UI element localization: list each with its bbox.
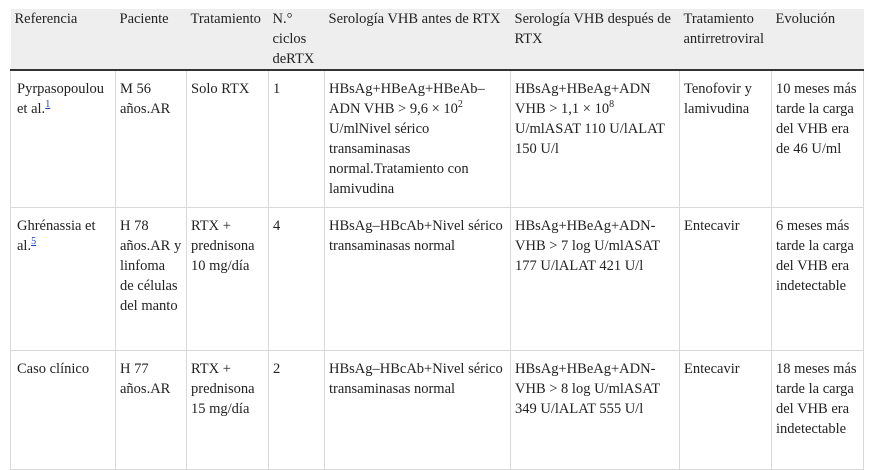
serologia-antes-part1: HBsAg+HBeAg+HBeAb–ADN VHB > 9,6 × 10: [329, 81, 485, 117]
serologia-antes-part2: U/mlNivel sérico transaminasas normal.Tratamiento con lamivudina: [329, 121, 469, 197]
cell-tratamiento: RTX + prednisona 10 mg/día: [187, 208, 269, 351]
exponent: 2: [457, 99, 463, 111]
header-paciente: Paciente: [116, 9, 187, 70]
cell-evolucion: 6 meses más tarde la carga del VHB era indetectable: [772, 208, 864, 351]
cell-serologia-antes: HBsAg–HBcAb+Nivel sérico transaminasas normal: [325, 208, 511, 351]
header-serologia-despues: Serología VHB después de RTX: [511, 9, 680, 70]
citation-link[interactable]: 1: [45, 99, 51, 111]
header-row: [11, 9, 864, 70]
cell-paciente: M 56 años.AR: [116, 70, 187, 208]
cell-paciente: H 78 años.AR y linfoma de células del manto: [116, 208, 187, 351]
cell-serologia-antes: HBsAg–HBcAb+Nivel sérico transaminasas normal: [325, 351, 511, 470]
comparison-table: [10, 9, 864, 470]
cell-referencia: [11, 70, 116, 208]
cell-antirretroviral: Entecavir: [680, 208, 772, 351]
cell-antirretroviral: Tenofovir y lamivudina: [680, 70, 772, 208]
cell-serologia-despues: HBsAg+HBeAg+ADN-VHB > 8 log U/mlASAT 349 U/lALAT 555 U/l: [511, 351, 680, 470]
cell-serologia-despues: [511, 70, 680, 208]
cell-referencia: [11, 208, 116, 351]
reference-text: Ghrénassia et al.: [17, 218, 96, 254]
cell-antirretroviral: Entecavir: [680, 351, 772, 470]
header-referencia: Referencia: [11, 9, 116, 70]
cell-evolucion: 18 meses más tarde la carga del VHB era indetectable: [772, 351, 864, 470]
serologia-despues-part2: U/mlASAT 110 U/lALAT 150 U/l: [515, 121, 665, 157]
reference-text: Pyrpasopoulou et al.: [17, 81, 104, 117]
serologia-despues-part1: HBsAg+HBeAg+ADN VHB > 1,1 × 10: [515, 81, 651, 117]
table-row: [11, 70, 864, 208]
header-serologia-antes: Serología VHB antes de RTX: [325, 9, 511, 70]
header-tratamiento: Tratamiento: [187, 9, 269, 70]
cell-ciclos: 4: [269, 208, 325, 351]
cell-tratamiento: RTX + prednisona 15 mg/día: [187, 351, 269, 470]
cell-paciente: H 77 años.AR: [116, 351, 187, 470]
header-evolucion: Evolución: [772, 9, 864, 70]
cell-serologia-antes: [325, 70, 511, 208]
cell-tratamiento: Solo RTX: [187, 70, 269, 208]
cell-referencia: Caso clínico: [11, 351, 116, 470]
exponent: 8: [609, 99, 615, 111]
table-row: [11, 351, 864, 470]
cell-evolucion: 10 meses más tarde la carga del VHB era de 46 U/ml: [772, 70, 864, 208]
cell-ciclos: 1: [269, 70, 325, 208]
citation-link[interactable]: 5: [31, 236, 37, 248]
cell-serologia-despues: HBsAg+HBeAg+ADN-VHB > 7 log U/mlASAT 177 U/lALAT 421 U/l: [511, 208, 680, 351]
table-row: [11, 208, 864, 351]
header-antirretroviral: Tratamiento antirretroviral: [680, 9, 772, 70]
cell-ciclos: 2: [269, 351, 325, 470]
header-ciclos: N.° ciclos deRTX: [269, 9, 325, 70]
